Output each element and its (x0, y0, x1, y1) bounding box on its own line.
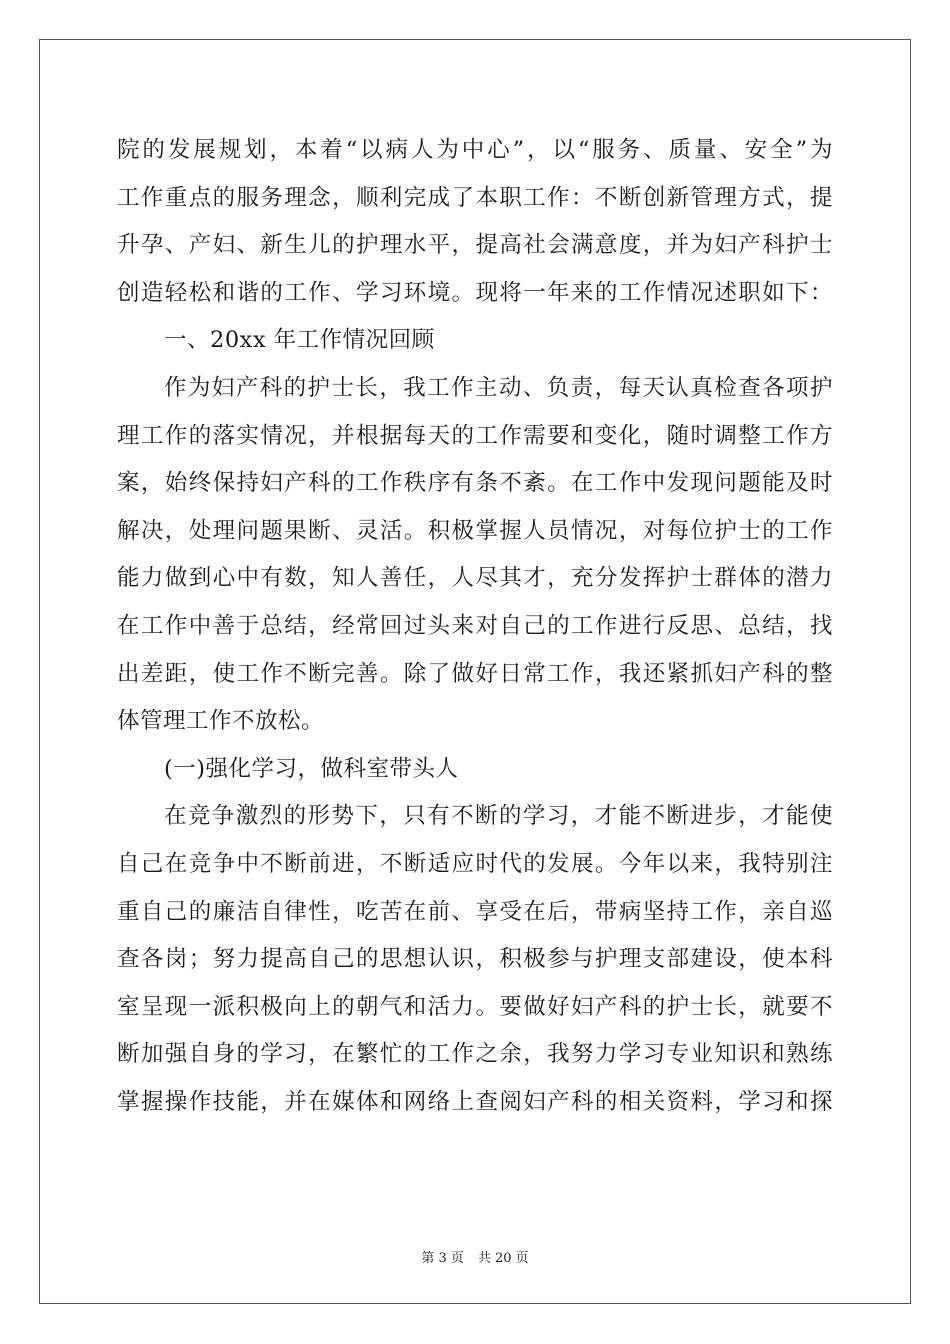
page-number: 第 3 页 (421, 1251, 464, 1266)
text-line: (一)强化学习，做科室带头人 (164, 755, 459, 782)
text-line: 自己在竞争中不断前进，不断适应时代的发展。今年以来，我特别注 (117, 850, 833, 877)
text-line: 一、20xx 年工作情况回顾 (164, 327, 435, 354)
text-line: 能力做到心中有数，知人善任，人尽其才，充分发挥护士群体的潜力 (117, 565, 833, 592)
text-line: 重自己的廉洁自律性，吃苦在前、享受在后，带病坚持工作，亲自巡 (117, 898, 833, 925)
text-line: 断加强自身的学习，在繁忙的工作之余，我努力学习专业知识和熟练 (117, 1041, 833, 1068)
text-line: 出差距，使工作不断完善。除了做好日常工作，我还紧抓妇产科的整 (117, 660, 833, 687)
text-line: 案，始终保持妇产科的工作秩序有条不紊。在工作中发现问题能及时 (117, 470, 833, 497)
text-line: 在工作中善于总结，经常回过头来对自己的工作进行反思、总结，找 (117, 612, 833, 639)
text-line: 查各岗；努力提高自己的思想认识，积极参与护理支部建设，使本科 (117, 946, 833, 973)
text-line: 理工作的落实情况，并根据每天的工作需要和变化，随时调整工作方 (117, 422, 833, 449)
text-line: 作为妇产科的护士长，我工作主动、负责，每天认真检查各项护 (164, 374, 833, 401)
text-line: 掌握操作技能，并在媒体和网络上查阅妇产科的相关资料，学习和探 (117, 1088, 833, 1115)
text-line: 工作重点的服务理念，顺利完成了本职工作：不断创新管理方式，提 (117, 184, 833, 211)
text-line: 创造轻松和谐的工作、学习环境。现将一年来的工作情况述职如下： (117, 279, 833, 306)
text-line: 在竞争激烈的形势下，只有不断的学习，才能不断进步，才能使 (164, 803, 833, 830)
page-footer (0, 1247, 950, 1266)
text-line: 室呈现一派积极向上的朝气和活力。要做好妇产科的护士长，就要不 (117, 993, 833, 1020)
document-body (117, 127, 833, 1126)
text-line: 院的发展规划，本着“以病人为中心”，以“服务、质量、安全”为 (117, 137, 833, 163)
text-line: 解决，处理问题果断、灵活。积极掌握人员情况，对每位护士的工作 (117, 517, 833, 544)
text-line: 体管理工作不放松。 (117, 708, 325, 735)
page-total: 共 20 页 (477, 1251, 529, 1266)
text-line: 升孕、产妇、新生儿的护理水平，提高社会满意度，并为妇产科护士 (117, 232, 833, 259)
